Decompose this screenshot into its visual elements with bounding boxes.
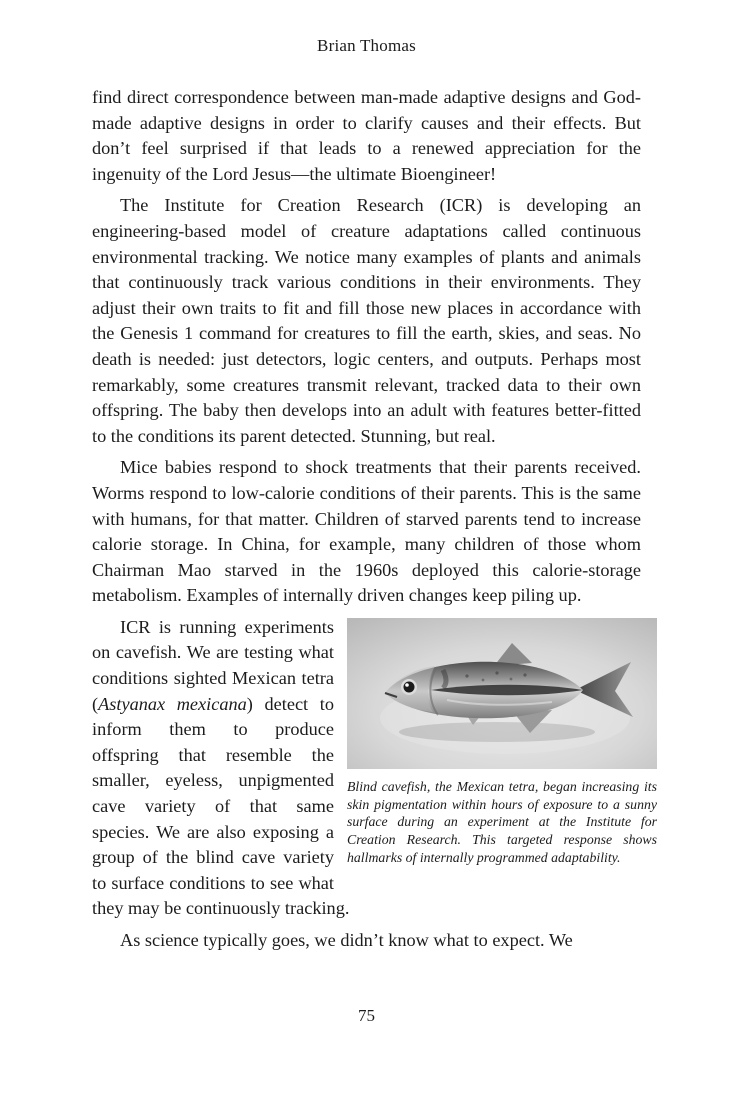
- page-number: 75: [358, 1006, 375, 1025]
- paragraph: [92, 85, 641, 187]
- paragraph: [92, 928, 641, 954]
- text-run: The Institute for Creation Research (ICR) is developing an engineering-based model of creature adaptations called continuous environmental tracking. We notice many examples of plants and animals that continuously track various conditions in their environments. They adjust their own traits to fit and fill those new places in accordance with the Genesis 1 command for creatures to fill the earth, skies, and seas. No death is needed: just detectors, logic centers, and outputs. Perhaps most remarkably, some creatures transmit relevant, tracked data to their own offspring. The baby then develops into an adult with features better-fitted to the conditions its parent detected. Stunning, but real.: [92, 195, 641, 446]
- paragraph: [92, 455, 641, 609]
- species-name: Astyanax mexicana: [98, 693, 247, 714]
- running-header: Brian Thomas: [317, 36, 416, 55]
- text-run: ICR is running experiments on cavefish. We are testing what conditions sighted Mexican tetra (: [92, 616, 334, 714]
- figure-caption: Blind cavefish, the Mexican tetra, began increasing its skin pigmentation within hours of exposure to a sunny surface during an experiment at the Institute for Creation Research. This targeted response shows hallmarks of internally programmed adaptability.: [347, 778, 657, 865]
- cavefish-photo: [347, 618, 657, 769]
- paragraph: [92, 193, 641, 449]
- text-run: ) detect to inform them to produce offspring that resemble the smaller, eyeless, unpigmented cave variety of that same species. We are also exposing a group of the blind cave variety to surface conditions to see what they may be continuously tracking.: [92, 693, 350, 919]
- text-run: Mice babies respond to shock treatments that their parents received. Worms respond to low-calorie conditions of their parents. This is the same with humans, for that matter. Children of starved parents tend to increase calorie storage. In China, for example, many children of those whom Chairman Mao starved in the 1960s deployed this calorie-storage metabolism. Examples of internally driven changes keep piling up.: [92, 457, 641, 606]
- text-run: find direct correspondence between man-made adaptive designs and God-made adaptive designs in order to clarify causes and their effects. But don’t feel surprised if that leads to a renewed appreciation for the ingenuity of the Lord Jesus—the ultimate Bioengineer!: [92, 87, 641, 184]
- paragraph: [92, 615, 657, 922]
- body-text: [92, 85, 657, 960]
- text-run: As science typically goes, we didn’t know what to expect. We: [120, 930, 573, 950]
- figure-blind-cavefish: [347, 618, 657, 867]
